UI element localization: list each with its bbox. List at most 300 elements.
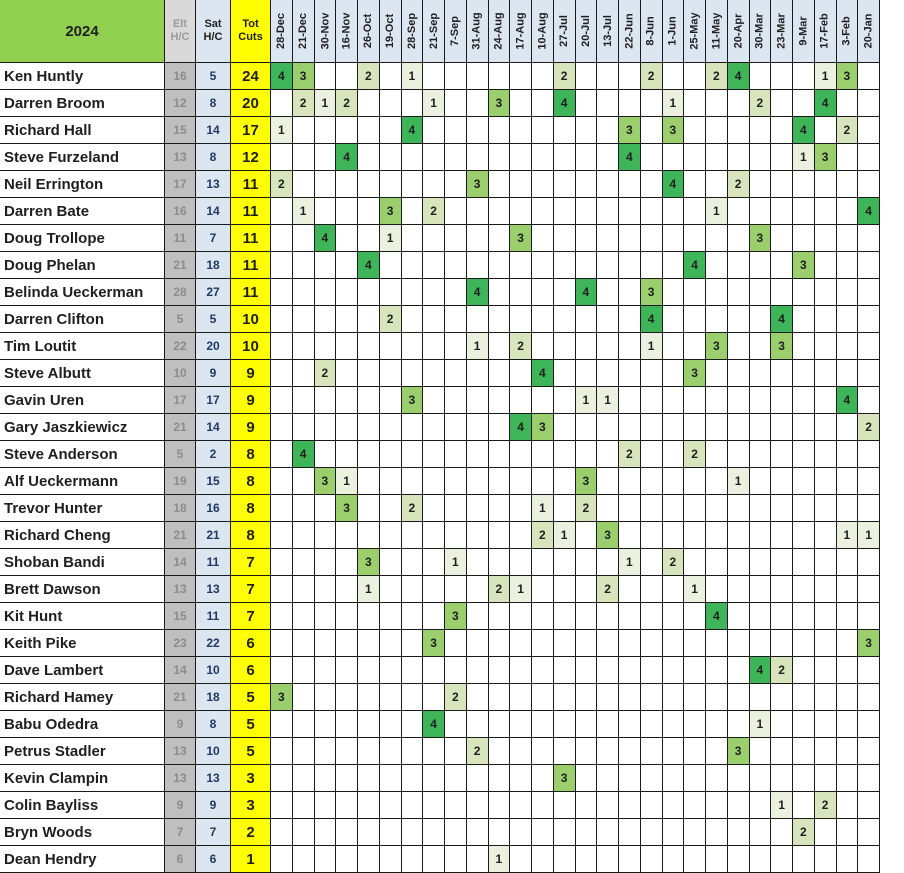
- cut-cell: 2: [837, 117, 859, 144]
- date-header: 30-Nov: [315, 0, 337, 63]
- total-cuts: 7: [231, 576, 271, 603]
- cut-cell: 2: [358, 63, 380, 90]
- cut-cell: [467, 792, 489, 819]
- cut-cell: [336, 279, 358, 306]
- elt-handicap: 13: [165, 144, 196, 171]
- cut-cell: [402, 198, 424, 225]
- cut-cell: [293, 549, 315, 576]
- cut-cell: 4: [271, 63, 293, 90]
- cut-cell: [271, 387, 293, 414]
- cut-cell: [706, 765, 728, 792]
- cut-cell: 1: [576, 387, 598, 414]
- cut-cell: 2: [663, 549, 685, 576]
- cut-cell: [380, 441, 402, 468]
- cut-cell: [815, 657, 837, 684]
- cut-cell: 3: [467, 171, 489, 198]
- cut-cell: [684, 414, 706, 441]
- cut-cell: [489, 63, 511, 90]
- cut-cell: [402, 279, 424, 306]
- cut-cell: [402, 441, 424, 468]
- cut-cell: [445, 333, 467, 360]
- cut-cell: [293, 684, 315, 711]
- cut-cell: [706, 360, 728, 387]
- cut-cell: [315, 414, 337, 441]
- cut-cell: 4: [336, 144, 358, 171]
- cut-cell: [619, 171, 641, 198]
- cut-cell: [793, 765, 815, 792]
- cut-cell: [510, 846, 532, 873]
- cut-cell: [663, 576, 685, 603]
- cut-cell: 1: [358, 576, 380, 603]
- cut-cell: [684, 657, 706, 684]
- cut-cell: [271, 90, 293, 117]
- cut-cell: [663, 225, 685, 252]
- cut-cell: [293, 576, 315, 603]
- cut-cell: [467, 414, 489, 441]
- cut-cell: [750, 117, 772, 144]
- cut-cell: [510, 63, 532, 90]
- elt-handicap: 5: [165, 306, 196, 333]
- sat-hc-header: Sat H/C: [196, 0, 231, 63]
- cut-cell: 3: [837, 63, 859, 90]
- cut-cell: [380, 819, 402, 846]
- cut-cell: [380, 603, 402, 630]
- cut-cell: [293, 846, 315, 873]
- elt-handicap: 28: [165, 279, 196, 306]
- cut-cell: [771, 63, 793, 90]
- cut-cell: [684, 63, 706, 90]
- cut-cell: [358, 819, 380, 846]
- cut-cell: [619, 657, 641, 684]
- cut-cell: [641, 846, 663, 873]
- cut-cell: [315, 738, 337, 765]
- cut-cell: 2: [684, 441, 706, 468]
- cut-cell: [315, 306, 337, 333]
- cut-cell: [815, 765, 837, 792]
- cut-cell: [576, 846, 598, 873]
- total-cuts: 11: [231, 225, 271, 252]
- player-name: Ken Huntly: [0, 63, 165, 90]
- cut-cell: [293, 117, 315, 144]
- cut-cell: [445, 846, 467, 873]
- cut-cell: [684, 333, 706, 360]
- cut-cell: [793, 846, 815, 873]
- cut-cell: 2: [815, 792, 837, 819]
- cut-cell: [554, 414, 576, 441]
- cut-cell: [619, 576, 641, 603]
- cut-cell: 3: [793, 252, 815, 279]
- cut-cell: [271, 603, 293, 630]
- total-cuts: 11: [231, 198, 271, 225]
- cut-cell: [532, 279, 554, 306]
- cut-cell: [728, 846, 750, 873]
- cut-cell: 4: [293, 441, 315, 468]
- cut-cell: [532, 333, 554, 360]
- player-name: Richard Hall: [0, 117, 165, 144]
- cut-cell: [771, 765, 793, 792]
- cut-cell: 4: [837, 387, 859, 414]
- cut-cell: [597, 819, 619, 846]
- cut-cell: [402, 144, 424, 171]
- cut-cell: [750, 630, 772, 657]
- cut-cell: [706, 468, 728, 495]
- elt-handicap: 14: [165, 657, 196, 684]
- cut-cell: [815, 306, 837, 333]
- cut-cell: [815, 414, 837, 441]
- elt-handicap: 12: [165, 90, 196, 117]
- sat-handicap: 18: [196, 684, 231, 711]
- cut-cell: 3: [423, 630, 445, 657]
- cut-cell: [706, 387, 728, 414]
- cut-cell: 4: [315, 225, 337, 252]
- cut-cell: [750, 684, 772, 711]
- cut-cell: [423, 576, 445, 603]
- cut-cell: [793, 684, 815, 711]
- cut-cell: [380, 360, 402, 387]
- cut-cell: [510, 549, 532, 576]
- cut-cell: [837, 846, 859, 873]
- cut-cell: [576, 441, 598, 468]
- date-header: 19-Oct: [380, 0, 402, 63]
- cut-cell: [706, 144, 728, 171]
- cut-cell: [858, 252, 880, 279]
- cut-cell: [489, 117, 511, 144]
- cut-cell: [423, 522, 445, 549]
- elt-handicap: 16: [165, 198, 196, 225]
- cut-cell: [358, 279, 380, 306]
- cut-cell: [641, 819, 663, 846]
- cut-cell: [641, 495, 663, 522]
- cut-cell: [445, 63, 467, 90]
- cut-cell: [423, 441, 445, 468]
- elt-handicap: 7: [165, 819, 196, 846]
- cut-cell: [619, 765, 641, 792]
- cut-cell: [489, 522, 511, 549]
- cut-cell: [793, 63, 815, 90]
- cut-cell: [663, 792, 685, 819]
- cut-cell: [858, 765, 880, 792]
- cut-cell: [663, 252, 685, 279]
- cut-cell: [293, 414, 315, 441]
- cut-cell: 4: [510, 414, 532, 441]
- cut-cell: [271, 792, 293, 819]
- cut-cell: [510, 792, 532, 819]
- cut-cell: [815, 360, 837, 387]
- cut-cell: [576, 738, 598, 765]
- date-header: 25-May: [684, 0, 706, 63]
- cut-cell: [402, 846, 424, 873]
- cut-cell: [380, 576, 402, 603]
- cut-cell: [293, 657, 315, 684]
- sat-handicap: 13: [196, 576, 231, 603]
- cut-cell: [619, 306, 641, 333]
- cut-cell: [815, 252, 837, 279]
- cut-cell: [358, 441, 380, 468]
- cut-cell: [510, 630, 532, 657]
- cut-cell: [793, 414, 815, 441]
- cut-cell: 2: [445, 684, 467, 711]
- elt-handicap: 23: [165, 630, 196, 657]
- cut-cell: [271, 279, 293, 306]
- cut-cell: [489, 333, 511, 360]
- cut-cell: [445, 495, 467, 522]
- cut-cell: [315, 711, 337, 738]
- cut-cell: 1: [619, 549, 641, 576]
- cut-cell: [576, 549, 598, 576]
- cut-cell: [728, 333, 750, 360]
- cut-cell: [554, 468, 576, 495]
- cut-cell: [315, 576, 337, 603]
- cut-cell: 1: [489, 846, 511, 873]
- elt-handicap: 10: [165, 360, 196, 387]
- cut-cell: [684, 387, 706, 414]
- cut-cell: [619, 846, 641, 873]
- cut-cell: [380, 711, 402, 738]
- cut-cell: [728, 306, 750, 333]
- cut-cell: [576, 522, 598, 549]
- total-cuts: 11: [231, 279, 271, 306]
- cut-cell: 3: [663, 117, 685, 144]
- cut-cell: [358, 225, 380, 252]
- cut-cell: [402, 630, 424, 657]
- cut-cell: [619, 360, 641, 387]
- cut-cell: [271, 576, 293, 603]
- cut-cell: [576, 360, 598, 387]
- elt-handicap: 21: [165, 252, 196, 279]
- cut-cell: [750, 252, 772, 279]
- cut-cell: [728, 441, 750, 468]
- cut-cell: [750, 549, 772, 576]
- cut-cell: [641, 414, 663, 441]
- cut-cell: [358, 171, 380, 198]
- cut-cell: [771, 846, 793, 873]
- cut-cell: [663, 657, 685, 684]
- cut-cell: 2: [728, 171, 750, 198]
- cut-cell: [858, 387, 880, 414]
- cut-cell: 3: [271, 684, 293, 711]
- cut-cell: [619, 792, 641, 819]
- cut-cell: [619, 333, 641, 360]
- date-header: 13-Jul: [597, 0, 619, 63]
- cut-cell: 2: [271, 171, 293, 198]
- cut-cell: [315, 522, 337, 549]
- cut-cell: [815, 171, 837, 198]
- cut-cell: [663, 495, 685, 522]
- date-header: 31-Aug: [467, 0, 489, 63]
- cut-cell: 2: [467, 738, 489, 765]
- total-cuts: 8: [231, 495, 271, 522]
- cut-cell: [684, 495, 706, 522]
- cut-cell: [793, 711, 815, 738]
- cut-cell: [380, 468, 402, 495]
- cut-cell: [837, 495, 859, 522]
- cut-cell: [293, 522, 315, 549]
- cut-cell: [402, 657, 424, 684]
- cut-cell: [619, 522, 641, 549]
- cut-cell: [858, 549, 880, 576]
- date-header: 23-Mar: [771, 0, 793, 63]
- cut-cell: [532, 468, 554, 495]
- cut-cell: 2: [576, 495, 598, 522]
- cut-cell: 1: [293, 198, 315, 225]
- cut-cell: [641, 765, 663, 792]
- player-name: Doug Phelan: [0, 252, 165, 279]
- sat-handicap: 13: [196, 171, 231, 198]
- cut-cell: 2: [402, 495, 424, 522]
- cut-cell: [315, 846, 337, 873]
- cut-cell: [554, 846, 576, 873]
- cut-cell: [771, 360, 793, 387]
- cut-cell: [445, 252, 467, 279]
- cut-cell: [837, 90, 859, 117]
- cut-cell: [380, 549, 402, 576]
- cut-cell: [619, 414, 641, 441]
- cut-cell: [837, 576, 859, 603]
- cut-cell: [619, 387, 641, 414]
- cut-cell: [445, 441, 467, 468]
- cut-cell: [706, 576, 728, 603]
- cut-cell: [858, 711, 880, 738]
- cut-cell: [728, 711, 750, 738]
- sat-handicap: 8: [196, 144, 231, 171]
- cut-cell: [532, 387, 554, 414]
- cut-cell: [358, 306, 380, 333]
- cut-cell: 3: [554, 765, 576, 792]
- cut-cell: 3: [619, 117, 641, 144]
- cut-cell: [858, 495, 880, 522]
- cut-cell: [837, 819, 859, 846]
- cut-cell: [837, 414, 859, 441]
- cut-cell: [336, 63, 358, 90]
- sat-handicap: 14: [196, 198, 231, 225]
- cut-cell: [706, 711, 728, 738]
- cut-cell: [858, 279, 880, 306]
- cut-cell: [597, 549, 619, 576]
- cut-cell: [728, 657, 750, 684]
- cut-cell: [402, 468, 424, 495]
- elt-handicap: 21: [165, 414, 196, 441]
- cut-cell: [728, 576, 750, 603]
- cut-cell: [380, 495, 402, 522]
- player-name: Doug Trollope: [0, 225, 165, 252]
- cut-cell: 3: [815, 144, 837, 171]
- cut-cell: [510, 468, 532, 495]
- cut-cell: [554, 252, 576, 279]
- cut-cell: [771, 630, 793, 657]
- cut-cell: [771, 252, 793, 279]
- sat-handicap: 13: [196, 765, 231, 792]
- cut-cell: [858, 684, 880, 711]
- cut-cell: [837, 306, 859, 333]
- player-name: Darren Broom: [0, 90, 165, 117]
- cut-cell: [706, 792, 728, 819]
- cut-cell: [315, 549, 337, 576]
- cut-cell: [619, 252, 641, 279]
- cut-cell: [684, 306, 706, 333]
- cut-cell: [315, 387, 337, 414]
- player-name: Richard Hamey: [0, 684, 165, 711]
- cut-cell: [315, 144, 337, 171]
- cut-cell: 2: [641, 63, 663, 90]
- cut-cell: [576, 90, 598, 117]
- player-name: Neil Errington: [0, 171, 165, 198]
- cut-cell: [771, 198, 793, 225]
- cut-cell: [597, 657, 619, 684]
- cut-cell: 2: [510, 333, 532, 360]
- cut-cell: [793, 279, 815, 306]
- player-name: Steve Anderson: [0, 441, 165, 468]
- cut-cell: [336, 792, 358, 819]
- cut-cell: [858, 63, 880, 90]
- cut-cell: [858, 360, 880, 387]
- player-name: Alf Ueckermann: [0, 468, 165, 495]
- cut-cell: [271, 657, 293, 684]
- cut-cell: [576, 819, 598, 846]
- cut-cell: [771, 684, 793, 711]
- cut-cell: [467, 846, 489, 873]
- cut-cell: [684, 603, 706, 630]
- total-cuts: 5: [231, 684, 271, 711]
- cut-cell: [597, 792, 619, 819]
- cut-cell: [771, 522, 793, 549]
- cut-cell: [489, 171, 511, 198]
- cut-cell: 4: [423, 711, 445, 738]
- cut-cell: [271, 738, 293, 765]
- cut-cell: [445, 576, 467, 603]
- cut-cell: [771, 495, 793, 522]
- cut-cell: [445, 306, 467, 333]
- cut-cell: [858, 225, 880, 252]
- cut-cell: 2: [293, 90, 315, 117]
- sat-handicap: 9: [196, 360, 231, 387]
- total-cuts: 24: [231, 63, 271, 90]
- cut-cell: [336, 306, 358, 333]
- cut-cell: [423, 468, 445, 495]
- cut-cell: [510, 522, 532, 549]
- cut-cell: [837, 684, 859, 711]
- sat-handicap: 15: [196, 468, 231, 495]
- sat-handicap: 2: [196, 441, 231, 468]
- cut-cell: [554, 360, 576, 387]
- cut-cell: [619, 630, 641, 657]
- cut-cell: [402, 738, 424, 765]
- cut-cell: [271, 198, 293, 225]
- cut-cell: [358, 495, 380, 522]
- cut-cell: [489, 306, 511, 333]
- cut-cell: [423, 117, 445, 144]
- cut-cell: [445, 198, 467, 225]
- sat-handicap: 10: [196, 738, 231, 765]
- cut-cell: 4: [402, 117, 424, 144]
- cut-cell: [663, 684, 685, 711]
- cut-cell: [663, 333, 685, 360]
- cut-cell: [815, 522, 837, 549]
- cut-cell: [641, 117, 663, 144]
- cut-cell: 4: [815, 90, 837, 117]
- cut-cell: 1: [445, 549, 467, 576]
- cut-cell: [554, 738, 576, 765]
- cut-cell: [728, 198, 750, 225]
- cut-cell: [706, 171, 728, 198]
- cut-cell: [315, 630, 337, 657]
- cut-cell: [619, 198, 641, 225]
- cut-cell: [576, 792, 598, 819]
- cut-cell: [489, 360, 511, 387]
- cut-cell: [815, 198, 837, 225]
- cut-cell: [315, 171, 337, 198]
- cut-cell: [771, 225, 793, 252]
- date-header: 3-Feb: [837, 0, 859, 63]
